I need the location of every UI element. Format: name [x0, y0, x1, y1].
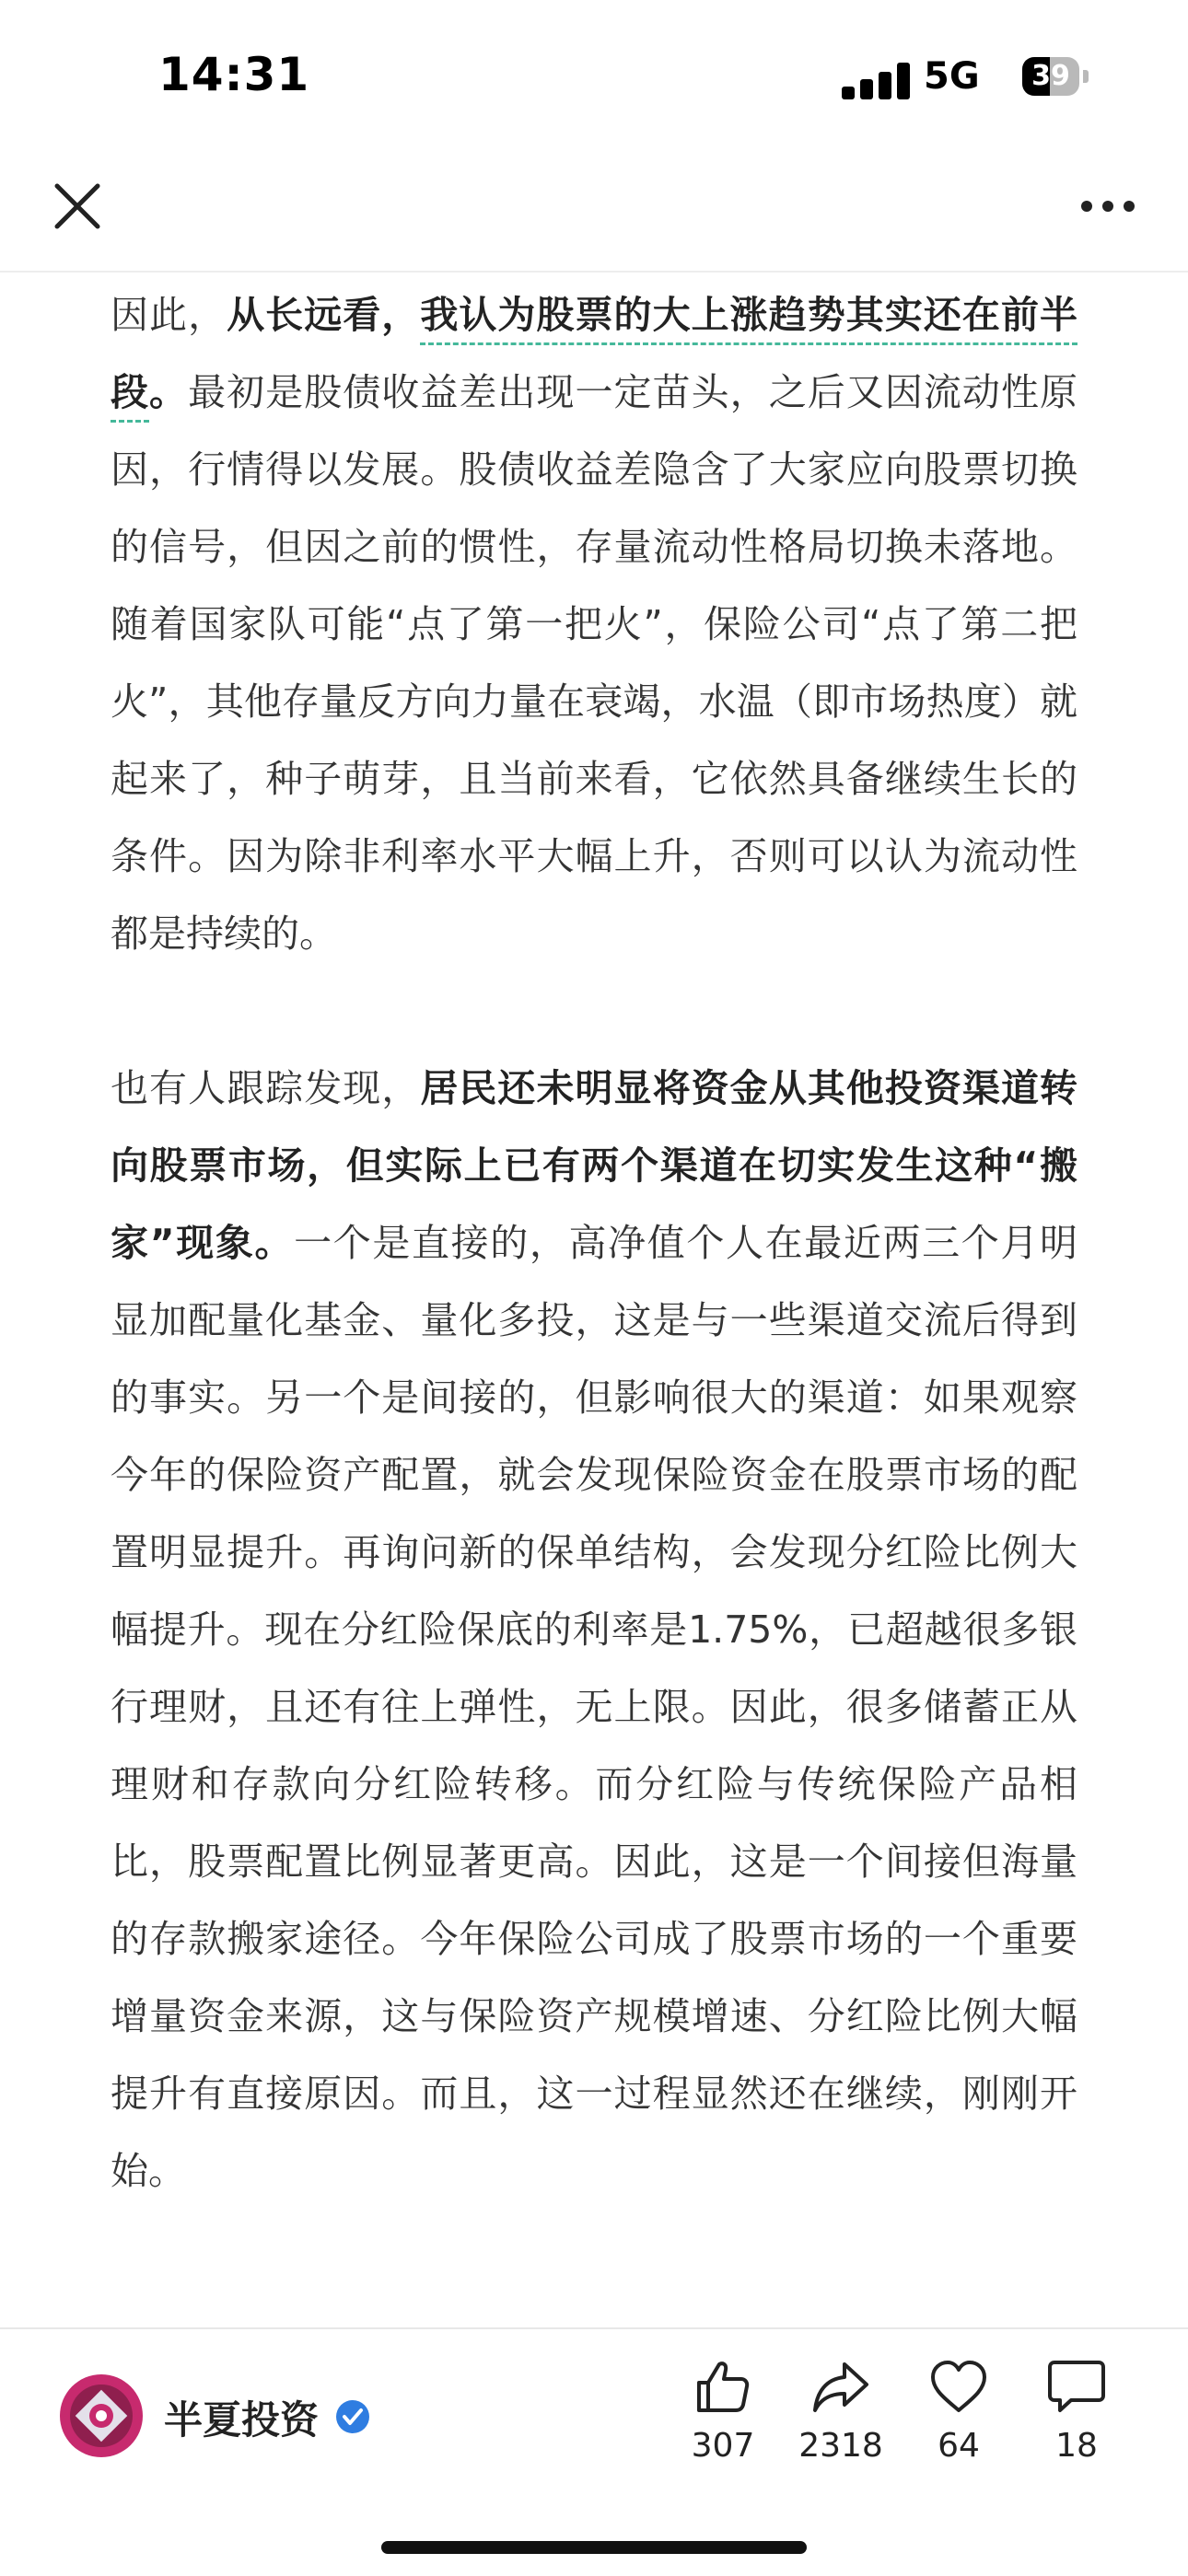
- verified-icon: [335, 2399, 370, 2434]
- battery-tip: [1083, 70, 1089, 83]
- signal-icon: [842, 63, 915, 99]
- article-paragraph-1: [111, 276, 1077, 972]
- p2-intro: 也有人跟踪发现，: [111, 1066, 421, 1110]
- p2-emphasis: 居民还未明显将资金从其他投资渠道转向股票市场，但实际上已有两个渠道在切实发生这种“搬家”现象。: [111, 1066, 1078, 1265]
- favorite-count: 64: [938, 2427, 980, 2465]
- heart-icon: [929, 2359, 988, 2414]
- p1-emphasis-end: 。: [149, 370, 189, 414]
- article-paragraph-2: [111, 1050, 1077, 2210]
- comment-count: 18: [1055, 2427, 1098, 2465]
- share-count: 2318: [798, 2427, 883, 2465]
- battery-icon: [1022, 57, 1079, 96]
- share-icon: [811, 2359, 870, 2414]
- close-button[interactable]: [46, 175, 109, 238]
- p1-highlight-link[interactable]: 我认为股票的大上涨趋势其实还在前半段: [111, 293, 1078, 414]
- comment-icon: [1047, 2359, 1106, 2414]
- avatar[interactable]: [59, 2373, 144, 2458]
- home-indicator[interactable]: [381, 2541, 807, 2554]
- status-time: 14:31: [158, 48, 310, 101]
- battery-level: 39: [1031, 60, 1070, 92]
- p1-body: 最初是股债收益差出现一定苗头，之后又因流动性原因，行情得以发展。股债收益差隐含了大家应向股票切换的信号，但因之前的惯性，存量流动性格局切换未落地。随着国家队可能“点了第一把火”，保险公司“点了第二把火”，其他存量反方向力量在衰竭，水温（即市场热度）就起来了，种子萌芽，且当前来看，它依然具备继续生长的条件。因为除非利率水平大幅上升，否则可以认为流动性都是持续的。: [111, 370, 1078, 956]
- like-count: 307: [691, 2427, 755, 2465]
- like-button[interactable]: [663, 2359, 783, 2465]
- more-icon: [1076, 179, 1140, 234]
- p1-intro: 因此，: [111, 293, 227, 337]
- favorite-button[interactable]: [899, 2359, 1019, 2465]
- more-button[interactable]: [1076, 179, 1140, 234]
- status-bar: [0, 0, 1188, 157]
- network-label: 5G: [924, 55, 980, 98]
- nav-bar: [0, 157, 1188, 273]
- p2-body: 一个是直接的，高净值个人在最近两三个月明显加配量化基金、量化多投，这是与一些渠道交流后得到的事实。另一个是间接的，但影响很大的渠道：如果观察今年的保险资产配置，就会发现保险资金在股票市场的配置明显提升。再询问新的保单结构，会发现分红险比例大幅提升。现在分红险保底的利率是1.75%，已超越很多银行理财，且还有往上弹性，无上限。因此，很多储蓄正从理财和存款向分红险转移。而分红险与传统保险产品相比，股票配置比例显著更高。因此，这是一个间接但海量的存款搬家途径。今年保险公司成了股票市场的一个重要增量资金来源，这与保险资产规模增速、分红险比例大幅提升有直接原因。而且，这一过程显然还在继续，刚刚开始。: [111, 1221, 1078, 2193]
- like-icon: [693, 2359, 752, 2414]
- author-name[interactable]: 半夏投资: [164, 2397, 320, 2443]
- close-icon: [46, 175, 109, 238]
- p1-emphasis-lead: 从长远看，: [227, 293, 421, 337]
- share-button[interactable]: [781, 2359, 901, 2465]
- article-body: [111, 276, 1077, 2210]
- comment-button[interactable]: [1017, 2359, 1136, 2465]
- bottom-bar: [0, 2327, 1188, 2576]
